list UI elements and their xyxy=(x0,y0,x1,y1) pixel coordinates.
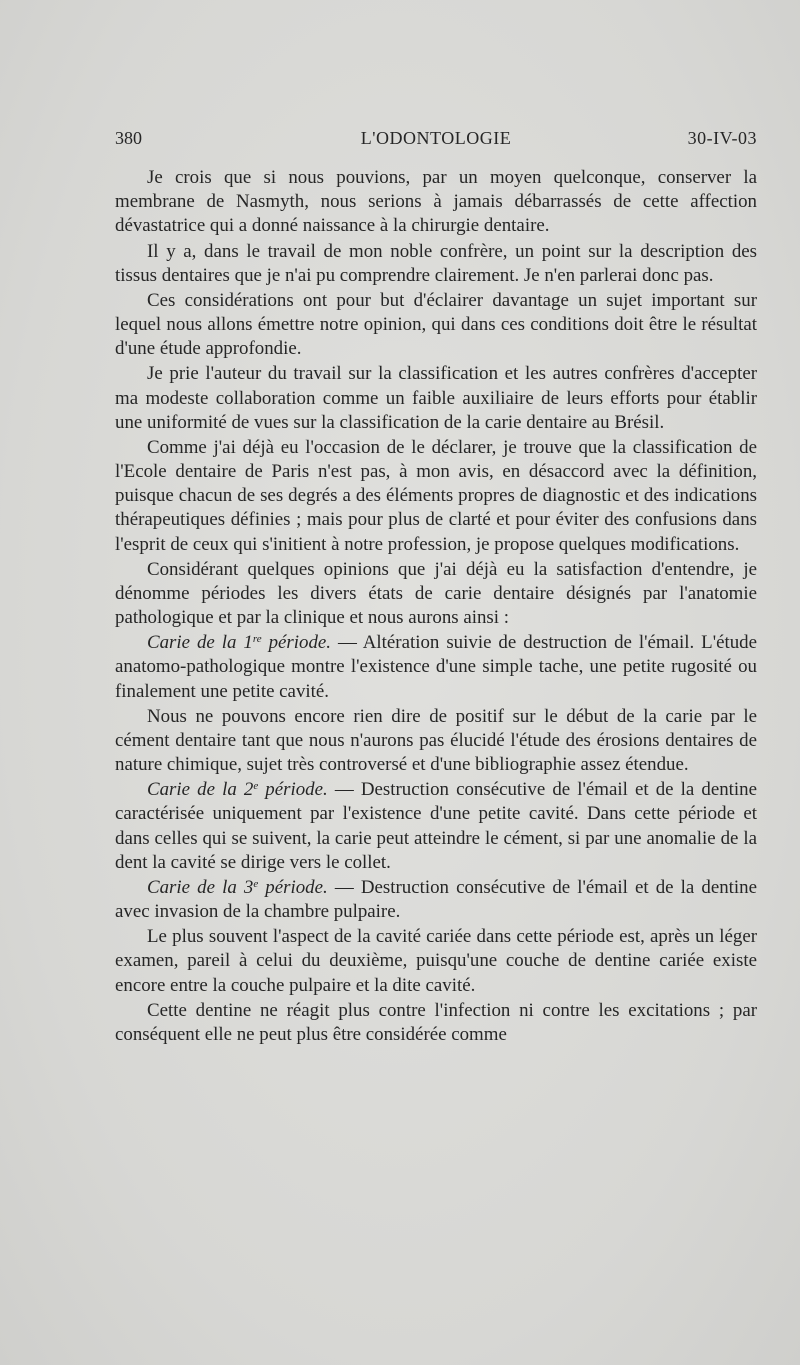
running-header xyxy=(115,128,757,158)
paragraph: Cette dentine ne réagit plus contre l'infection ni contre les excitations ; par conséquent elle ne peut plus être considérée comme xyxy=(115,999,757,1045)
ordinal-sup: e xyxy=(253,780,259,793)
paragraph-period-1 xyxy=(115,631,757,704)
paragraph: Il y a, dans le travail de mon noble confrère, un point sur la description des tissus dentaires que je n'ai pu comprendre clairement. Je n'en parlerai donc pas. xyxy=(115,240,757,286)
ordinal-sup: re xyxy=(252,633,262,646)
paragraph: Considérant quelques opinions que j'ai déjà eu la satisfaction d'entendre, je dénomme périodes les divers états de carie dentaire désignés par l'anatomie pathologique et par la clinique et nous aurons ainsi : xyxy=(115,558,757,629)
paragraph: Le plus souvent l'aspect de la cavité cariée dans cette période est, après un léger examen, pareil à celui du deuxième, puisqu'une couche de dentine cariée existe encore entre la couche pulpaire et la dite cavité. xyxy=(115,926,757,996)
issue-date: 30-IV-03 xyxy=(687,128,757,148)
period-title xyxy=(147,877,328,898)
paragraph: Je prie l'auteur du travail sur la classification et les autres confrères d'accepter ma modeste collaboration comme un faible auxiliaire de leurs efforts pour établir une uniformité de vues sur la classification de la carie dentaire au Brésil. xyxy=(115,363,757,433)
paragraph-period-2 xyxy=(115,778,757,875)
period-title-text: Carie de la 2 xyxy=(147,779,254,801)
paragraph: Comme j'ai déjà eu l'occasion de le déclarer, je trouve que la classification de l'Ecole dentaire de Paris n'est pas, à mon avis, en désaccord avec la définition, puisque chacun de ses degrés a des éléments propres de diagnostic et des indications thérapeutiques définies ; mais pour plus de clarté et pour éviter des confusions dans l'esprit de ceux qui s'initient à notre profession, je propose quelques modifications. xyxy=(115,436,757,555)
paragraph: Je crois que si nous pouvions, par un moyen quelconque, conserver la membrane de Nasmyth, nous serions à jamais débarrassés de cette affection dévastatrice qui a donné naissance à la chirurgie dentaire. xyxy=(115,167,757,237)
period-title-text: Carie de la 3 xyxy=(147,876,254,898)
period-title-suffix: période. xyxy=(261,632,332,654)
period-title xyxy=(147,632,331,653)
period-title-suffix: période. xyxy=(258,779,328,801)
paragraph: Ces considérations ont pour but d'éclairer davantage un sujet important sur lequel nous allons émettre notre opinion, qui dans ces conditions doit être le résultat d'une étude approfondie. xyxy=(115,289,757,360)
period-text: — Altération suivie de destruction de l'émail. L'étude anatomo-pathologique montre l'existence d'une simple tache, une petite rugosité ou finalement une petite cavité. xyxy=(115,632,758,702)
period-text: — Destruction consécutive de l'émail et de la dentine caractérisée uniquement par l'existence d'une petite cavité. Dans cette période et dans celles qui se suivent, la carie peut atteindre le cément, si par une anomalie de la dent la cavité se dirige vers le collet. xyxy=(115,779,757,873)
paragraph: Nous ne pouvons encore rien dire de positif sur le début de la carie par le cément dentaire tant que nous n'aurons pas élucidé l'étude des érosions dentaires de nature chimique, sujet très controversé et d'une bibliographie assez étendue. xyxy=(115,705,757,776)
period-title-text: Carie de la 1 xyxy=(147,632,253,654)
ordinal-sup: e xyxy=(253,877,259,890)
page-number: 380 xyxy=(115,128,142,148)
journal-title: L'ODONTOLOGIE xyxy=(360,128,512,148)
period-title-suffix: période. xyxy=(258,876,328,898)
period-title xyxy=(147,779,328,800)
period-text: — Destruction consécutive de l'émail et de la dentine avec invasion de la chambre pulpaire. xyxy=(115,876,757,923)
body-text xyxy=(115,166,757,1047)
paragraph-period-3 xyxy=(115,876,757,924)
